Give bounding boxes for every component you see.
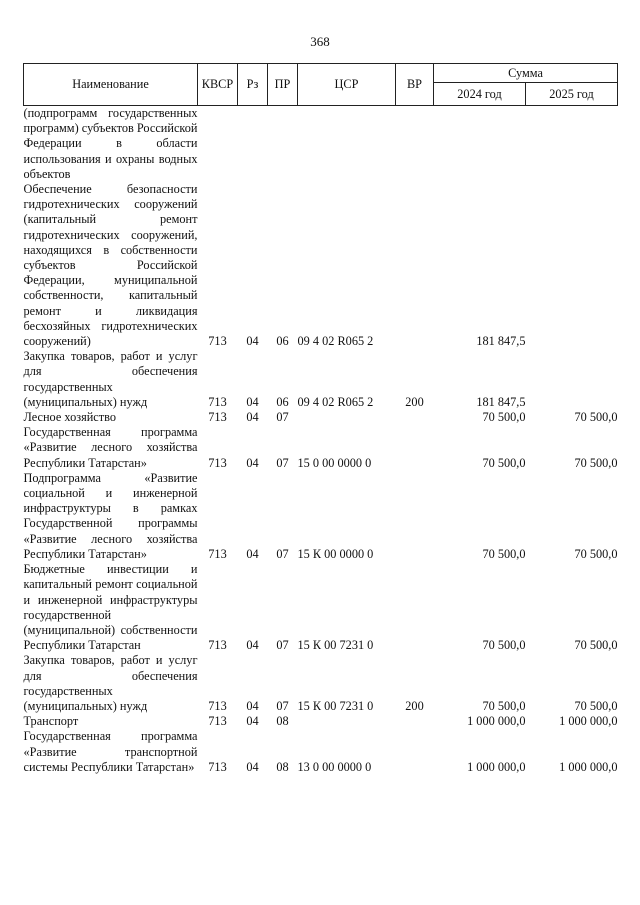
header-rz: Рз [238, 64, 268, 106]
cell-name: Бюджетные инвестиции и капитальный ремонт социальной и инженерной инфраструктуры государственной (муниципальной) собственности Республики Татарстан [23, 562, 198, 653]
cell-vr: 200 [405, 698, 424, 713]
cell-vr: 200 [405, 394, 424, 409]
header-kvsr: КВСР [198, 64, 238, 106]
cell-rz: 04 [246, 759, 259, 774]
table-row [24, 471, 618, 562]
cell-sum-2024: 70 500,0 [482, 410, 526, 425]
table-row [24, 729, 618, 775]
cell-sum-2025 [526, 182, 618, 349]
cell-name: Транспорт [23, 714, 79, 729]
header-csr: ЦСР [298, 64, 396, 106]
cell-pr [268, 106, 298, 183]
cell-rz: 04 [246, 714, 259, 729]
cell-csr [298, 714, 396, 729]
cell-name: (подпрограмм государственных программ) субъектов Российской Федерации в области использования и охраны водных объектов [23, 106, 198, 181]
header-pr: ПР [268, 64, 298, 106]
header-vr: ВР [396, 64, 434, 106]
cell-sum-2025: 70 500,0 [574, 546, 618, 561]
cell-kvsr: 713 [208, 698, 227, 713]
cell-csr: 15 К 00 7231 0 [297, 638, 374, 653]
cell-name: Лесное хозяйство [23, 410, 117, 425]
cell-csr: 15 0 00 0000 0 [297, 455, 372, 470]
table-row [24, 410, 618, 425]
table-row [24, 425, 618, 471]
cell-sum-2024: 181 847,5 [476, 334, 526, 349]
table-row [24, 182, 618, 349]
cell-vr [396, 729, 434, 775]
cell-kvsr: 713 [208, 394, 227, 409]
cell-rz: 04 [246, 546, 259, 561]
cell-rz: 04 [246, 334, 259, 349]
table-row [24, 349, 618, 410]
header-name: Наименование [24, 64, 198, 106]
cell-csr: 15 К 00 0000 0 [297, 546, 374, 561]
cell-sum-2024: 1 000 000,0 [467, 714, 526, 729]
cell-sum-2025: 70 500,0 [574, 410, 618, 425]
cell-vr [396, 410, 434, 425]
page-number: 368 [310, 34, 330, 49]
cell-kvsr: 713 [208, 410, 227, 425]
cell-vr [396, 471, 434, 562]
cell-pr: 07 [276, 410, 289, 425]
cell-sum-2025 [526, 349, 618, 410]
cell-pr: 07 [276, 455, 289, 470]
cell-name: Государственная программа «Развитие лесного хозяйства Республики Татарстан» [23, 425, 198, 470]
cell-pr: 08 [276, 759, 289, 774]
cell-sum-2024: 70 500,0 [482, 638, 526, 653]
cell-rz: 04 [246, 698, 259, 713]
cell-kvsr: 713 [208, 334, 227, 349]
table-row [24, 106, 618, 183]
cell-vr [396, 182, 434, 349]
cell-sum-2025: 70 500,0 [574, 455, 618, 470]
cell-kvsr: 713 [208, 714, 227, 729]
cell-sum-2025: 70 500,0 [574, 698, 618, 713]
cell-vr [396, 714, 434, 729]
header-year-2024: 2024 год [434, 83, 526, 106]
table-row [24, 714, 618, 729]
cell-pr: 07 [276, 546, 289, 561]
cell-vr [396, 562, 434, 653]
cell-kvsr [198, 106, 238, 183]
cell-sum-2025: 70 500,0 [574, 638, 618, 653]
cell-csr: 15 К 00 7231 0 [297, 698, 374, 713]
cell-sum-2025: 1 000 000,0 [559, 759, 618, 774]
cell-csr [298, 106, 396, 183]
cell-csr: 09 4 02 R065 2 [297, 334, 374, 349]
cell-vr [396, 106, 434, 183]
cell-sum-2024: 70 500,0 [482, 455, 526, 470]
cell-pr: 07 [276, 698, 289, 713]
cell-csr: 09 4 02 R065 2 [297, 394, 374, 409]
cell-sum-2024 [434, 106, 526, 183]
table-body [24, 106, 618, 775]
cell-rz [238, 106, 268, 183]
header-year-2025: 2025 год [526, 83, 618, 106]
cell-csr [298, 410, 396, 425]
header-sum: Сумма [434, 64, 618, 83]
cell-pr: 07 [276, 638, 289, 653]
table-row [24, 653, 618, 714]
cell-rz: 04 [246, 455, 259, 470]
cell-name: Подпрограмма «Развитие социальной и инженерной инфраструктуры в рамках Государственной программы «Развитие лесного хозяйства Республики Татарстан» [23, 470, 198, 561]
table-row [24, 562, 618, 653]
cell-kvsr: 713 [208, 638, 227, 653]
cell-kvsr: 713 [208, 455, 227, 470]
budget-table [23, 63, 618, 775]
cell-rz: 04 [246, 394, 259, 409]
cell-sum-2024: 181 847,5 [476, 394, 526, 409]
cell-name: Закупка товаров, работ и услуг для обеспечения государственных (муниципальных) нужд [23, 653, 198, 713]
cell-sum-2025: 1 000 000,0 [559, 714, 618, 729]
cell-vr [396, 425, 434, 471]
cell-pr: 08 [276, 714, 289, 729]
cell-pr: 06 [276, 334, 289, 349]
cell-rz: 04 [246, 410, 259, 425]
cell-kvsr: 713 [208, 759, 227, 774]
cell-rz: 04 [246, 638, 259, 653]
table-header [24, 64, 618, 106]
cell-sum-2025 [526, 106, 618, 183]
cell-name: Закупка товаров, работ и услуг для обеспечения государственных (муниципальных) нужд [23, 349, 198, 409]
cell-sum-2024: 1 000 000,0 [467, 759, 526, 774]
cell-name: Обеспечение безопасности гидротехнических сооружений (капитальный ремонт гидротехнических сооружений, находящихся в собственности субъектов Российской Федерации, муниципальной собственности, капитальный ремонт и ликвидация бесхозяйных гидротехнических сооружений) [23, 182, 198, 349]
cell-sum-2024: 70 500,0 [482, 546, 526, 561]
cell-sum-2024: 70 500,0 [482, 698, 526, 713]
cell-pr: 06 [276, 394, 289, 409]
cell-name: Государственная программа «Развитие транспортной системы Республики Татарстан» [23, 729, 198, 774]
cell-csr: 13 0 00 0000 0 [297, 759, 372, 774]
cell-kvsr: 713 [208, 546, 227, 561]
